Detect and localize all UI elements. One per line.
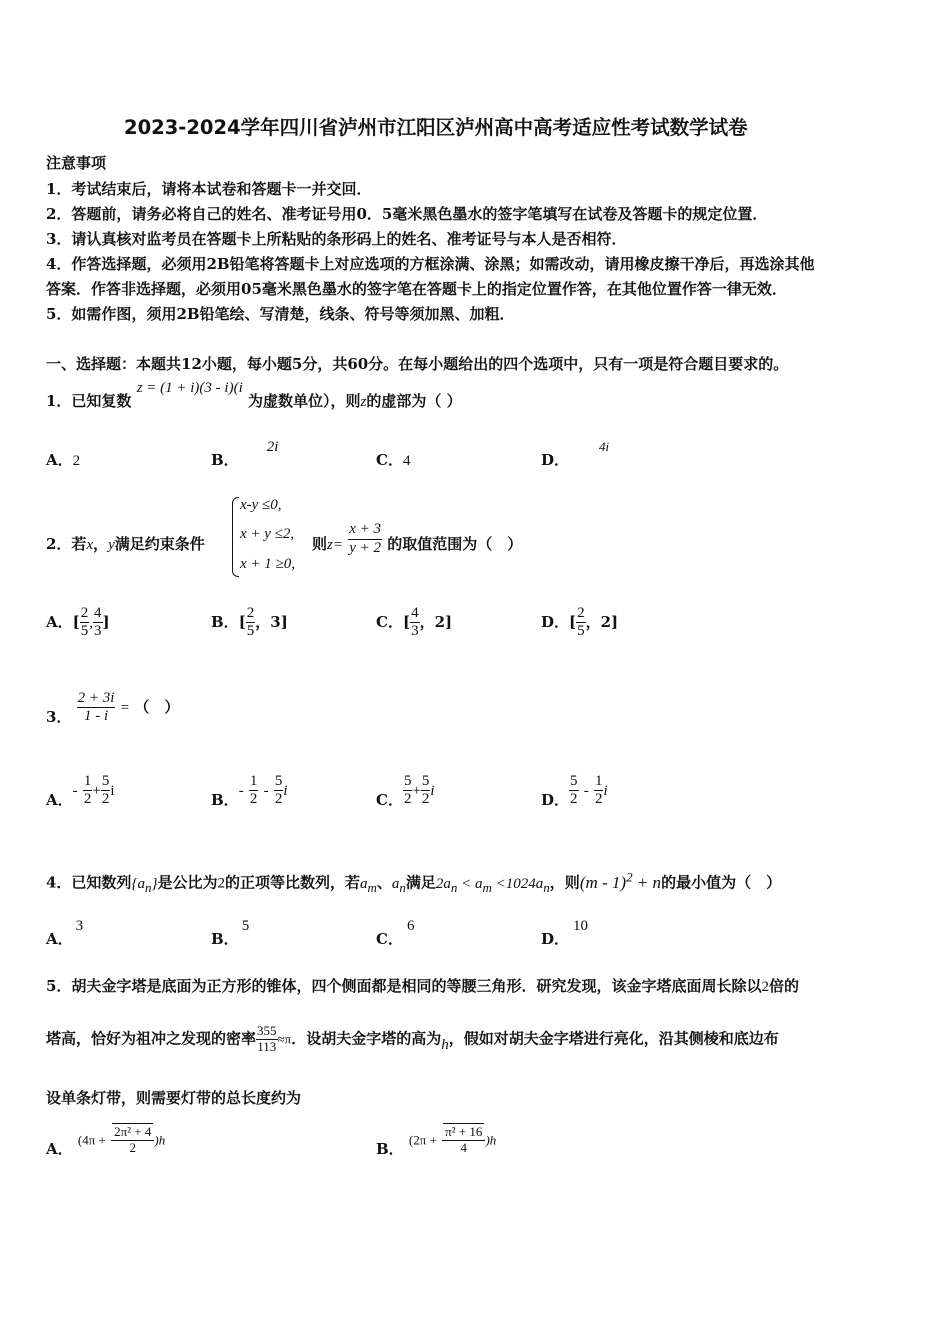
q1-option-a[interactable]: A．2 [46, 451, 81, 469]
q5-option-b[interactable]: B． (2π + $\frac{\text{π² + 16}}{4}$ )h [376, 1124, 497, 1159]
q1-option-b[interactable]: B．2i [211, 439, 279, 469]
q2-option-a[interactable]: A．[ $\frac{2}{5}$ , $\frac{4}{3}$ ] [46, 605, 110, 640]
notice-heading: 注意事项 [46, 154, 107, 172]
q3-option-d[interactable]: D． $\frac{5}{2}$ - $\frac{1}{2}$ i [541, 773, 608, 809]
q4-option-d[interactable]: D．10 [541, 918, 589, 948]
q1-stem [46, 380, 462, 411]
notice-item-4: 4．作答选择题，必须用2B铅笔将答题卡上对应选项的方框涂满、涂黑；如需改动，请用橡皮擦干净后，再选涂其他 [46, 255, 815, 273]
q4-option-c[interactable]: C．6 [376, 918, 415, 948]
page-title: 2023-2024学年四川省泸州市江阳区泸州高中高考适应性考试数学试卷 [124, 116, 748, 139]
q3-option-a[interactable]: A．- $\frac{1}{2}$ + $\frac{5}{2}$ i [46, 773, 115, 809]
section-header: 一、选择题：本题共12小题，每小题5分，共60分。在每小题给出的四个选项中，只有一项是符合题目要求的。 [46, 355, 789, 373]
q5-line2: 塔高，恰好为祖冲之发现的密率 $\frac{355}{113}$ ≈π．设胡夫金字塔的高为h，假如对胡夫金字塔进行亮化，沿其侧棱和底边布 [46, 1023, 779, 1054]
q4-stem: 4．已知数列$\{a_n\}$是公比为2的正项等比数列，若$a_m$、$a_n$满足$2a_n < a_m <1024a_n$，则(m - 1)$^2$ + n的最小值为（ ） [46, 869, 782, 895]
q5-line1: 5．胡夫金字塔是底面为正方形的锥体，四个侧面都是相同的等腰三角形．研究发现，该金字塔底面周长除以2倍的 [46, 977, 799, 995]
q2-constraint-2: x + y ≤2, [240, 526, 295, 542]
notice-item-2: 2．答题前，请务必将自己的姓名、准考证号用0．5毫米黑色墨水的签字笔填写在试卷及答题卡的规定位置． [46, 205, 768, 223]
q1-var: z [360, 394, 367, 410]
q5-line3: 设单条灯带，则需要灯带的总长度约为 [46, 1089, 302, 1107]
q2-stem-post: 则z= $\frac{x + 3}{y + 2}$ 的取值范围为（ ） [312, 521, 523, 556]
q2-option-b[interactable]: B．[ $\frac{2}{5}$ ，3] [211, 605, 288, 640]
q1-formula: z = (1 + i)(3 - i)(i [136, 380, 243, 396]
notice-item-3: 3．请认真核对监考员在答题卡上所粘贴的条形码上的姓名、准考证号与本人是否相符． [46, 230, 627, 248]
q4-option-a[interactable]: A．3 [46, 918, 84, 948]
notice-item-1: 1．考试结束后，请将本试卷和答题卡一并交回． [46, 180, 372, 198]
q1-option-d[interactable]: D．4i [541, 439, 610, 469]
q1-post: 为虚数单位），则 [247, 392, 361, 410]
q2-option-d[interactable]: D．[ $\frac{2}{5}$ ，2] [541, 605, 619, 640]
q2-stem-pre: 2．若x，y满足约束条件 [46, 535, 205, 553]
q3-option-c[interactable]: C． $\frac{5}{2}$ + $\frac{5}{2}$ i [376, 773, 435, 809]
q5-option-a[interactable]: A． (4π + $\frac{\text{2π² + 4}}{2}$ )h [46, 1124, 166, 1159]
q2-brace [232, 497, 239, 577]
q1-option-c[interactable]: C．4 [376, 451, 411, 469]
q2-constraint-3: x + 1 ≥0, [240, 556, 296, 572]
notice-item-5: 5．如需作图，须用2B铅笔绘、写清楚，线条、符号等须加黑、加粗． [46, 305, 515, 323]
notice-item-4-cont: 答案．作答非选择题，必须用05毫米黑色墨水的签字笔在答题卡上的指定位置作答，在其他位置作答一律无效． [46, 280, 787, 298]
q4-option-b[interactable]: B．5 [211, 918, 250, 948]
q2-constraint-1: x-y ≤0, [240, 497, 282, 513]
q1-post2: 的虚部为（ ） [366, 392, 462, 410]
q3-stem: 3． $\frac{2 + 3i}{1 - i}$ = （ ） [46, 690, 180, 726]
q1-pre: 1．已知复数 [46, 392, 132, 410]
q2-option-c[interactable]: C．[ $\frac{4}{3}$ ，2] [376, 605, 453, 640]
q3-option-b[interactable]: B．- $\frac{1}{2}$ - $\frac{5}{2}$ i [211, 773, 288, 809]
